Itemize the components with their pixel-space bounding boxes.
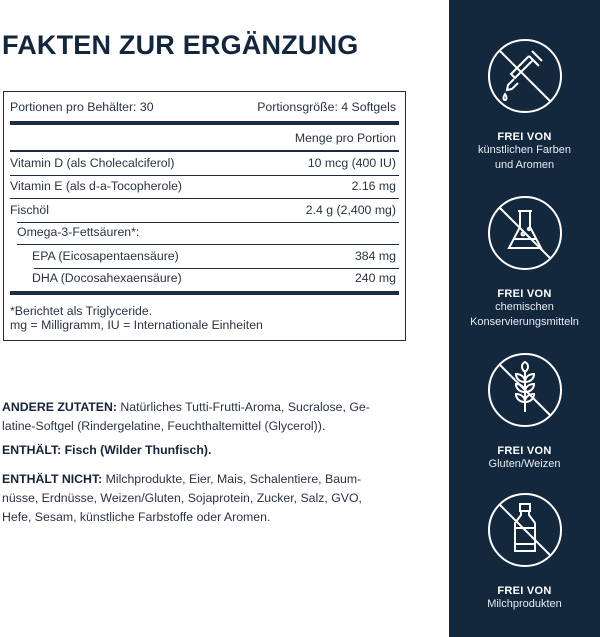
- nutrient-value: 2.4 g (2,400 mg): [305, 203, 396, 217]
- supplement-facts-table: Portionen pro Behälter: 30 Portionsgröße: 4 Softgels Menge pro Portion Vitamin D (als Cholecalciferol) 10 mcg (400 IU) Vitamin E (als d-a-Tocopherole) 2.16 mg Fischöl 2.4 g (2,400 mg) Omega-3-Fettsäuren*: EPA (Eicosapentaensäure) 384 mg DHA (Docosahexaensäure) 240 mg *Berichtet als Triglyceride. mg = Milligramm, IU = Internationale Einheiten: [3, 91, 406, 341]
- nutrient-label: Omega-3-Fettsäuren*:: [17, 225, 140, 239]
- amount-per-serving-header: Menge pro Portion: [294, 131, 396, 145]
- divider: [10, 121, 399, 125]
- page-title: FAKTEN ZUR ERGÄNZUNG: [2, 30, 359, 60]
- contains-statement: ENTHÄLT: Fisch (Wilder Thunfisch).: [2, 443, 212, 457]
- nutrient-label: Vitamin D (als Cholecalciferol): [10, 156, 175, 170]
- divider: [10, 175, 399, 176]
- badge-artificial-colors: FREI VON künstlichen Farben und Aromen: [449, 36, 600, 173]
- free-from-panel: [449, 0, 600, 637]
- nutrient-label: Fischöl: [10, 203, 49, 217]
- nutrient-value: 240 mg: [354, 271, 396, 285]
- badge-dairy: FREI VON Milchprodukten: [449, 490, 600, 612]
- divider: [10, 198, 399, 199]
- dropper-icon: [485, 36, 565, 116]
- nutrient-label: DHA (Docosahexaensäure): [32, 271, 182, 285]
- nutrient-value: 384 mg: [354, 249, 396, 263]
- nutrient-value: 10 mcg (400 IU): [307, 156, 396, 170]
- divider: [17, 222, 399, 223]
- divider: [10, 291, 399, 295]
- divider: [34, 268, 399, 269]
- badge-preservatives: FREI VON chemischen Konservierungsmitteln: [449, 193, 600, 330]
- nutrient-label: Vitamin E (als d-a-Tocopherole): [10, 179, 183, 193]
- milk-bottle-icon: [485, 490, 565, 570]
- other-ingredients: ANDERE ZUTATEN: Natürliches Tutti-Frutti-Aroma, Sucralose, Ge- latine-Softgel (Rindergelatine, Feuchthaltemittel (Glycerol)).: [2, 400, 370, 433]
- does-not-contain: ENTHÄLT NICHT: Milchprodukte, Eier, Mais, Schalentiere, Baum- nüsse, Erdnüsse, Weizen/Gluten, Sojaprotein, Zucker, Salz, GVO, Hefe, Sesam, künstliche Farbstoffe oder Aromen.: [2, 472, 362, 524]
- serving-size: Portionsgröße: 4 Softgels: [257, 100, 396, 114]
- does-not-contain-label: ENTHÄLT NICHT:: [2, 472, 103, 486]
- nutrient-value: 2.16 mg: [351, 179, 396, 193]
- wheat-icon: [485, 350, 565, 430]
- flask-icon: [485, 193, 565, 273]
- servings-per-container: Portionen pro Behälter: 30: [10, 100, 154, 114]
- nutrient-label: EPA (Eicosapentaensäure): [32, 249, 179, 263]
- other-ingredients-label: ANDERE ZUTATEN:: [2, 400, 117, 414]
- divider: [17, 244, 399, 245]
- divider: [10, 150, 399, 152]
- badge-gluten: FREI VON Gluten/Weizen: [449, 350, 600, 472]
